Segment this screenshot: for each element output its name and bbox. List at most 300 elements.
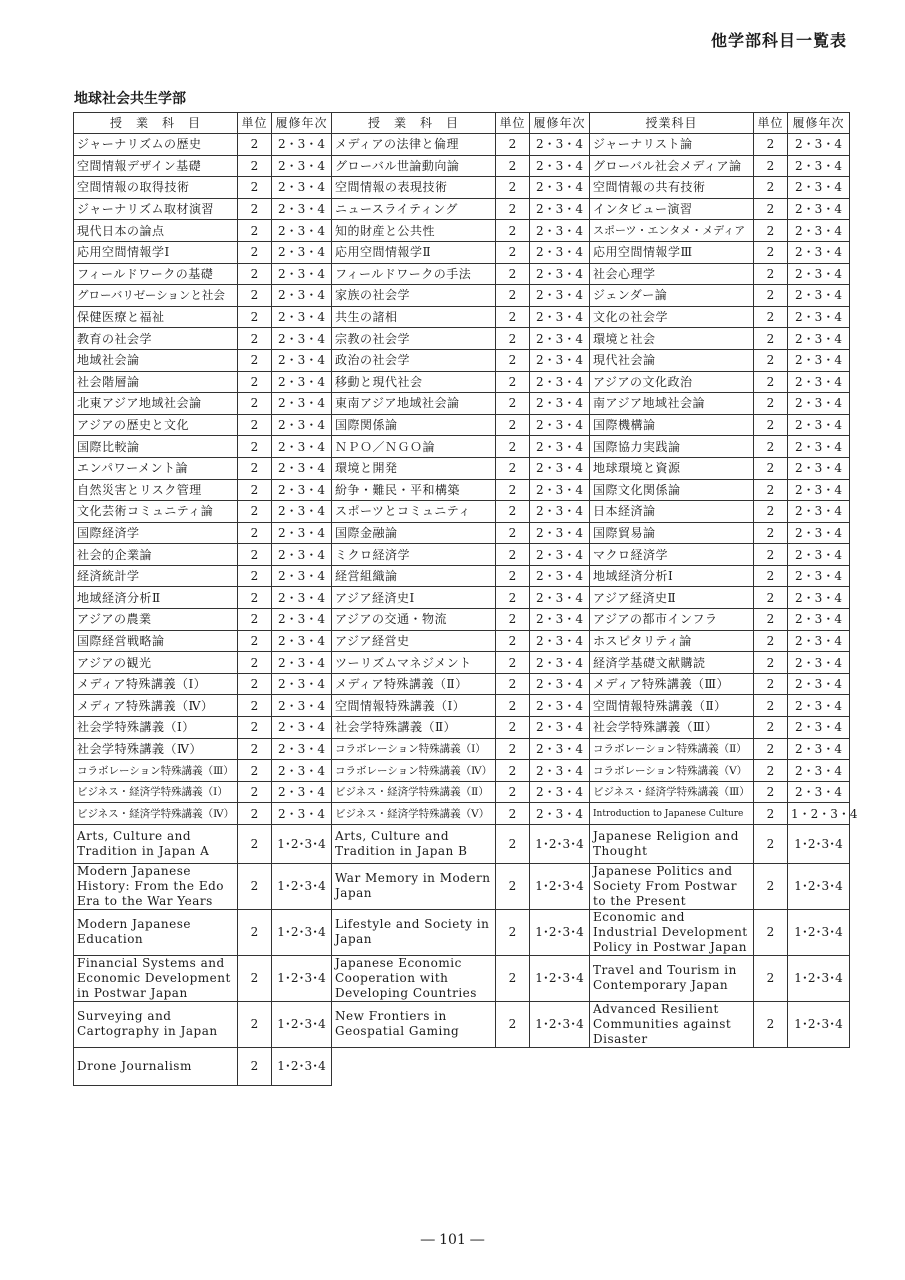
- credits-cell: 2: [238, 955, 272, 1001]
- course-name-cell: フィールドワークの基礎: [74, 263, 238, 285]
- course-name-cell: 現代日本の論点: [74, 220, 238, 242]
- year-cell: 2・3・4: [272, 501, 332, 523]
- course-name-cell: 国際比較論: [74, 436, 238, 458]
- credits-cell: 2: [754, 825, 788, 864]
- year-cell: 1・2・3・4: [788, 803, 850, 825]
- course-name-cell: 経済学基礎文献購読: [590, 652, 754, 674]
- year-cell: 2・3・4: [788, 349, 850, 371]
- table-row: [74, 349, 850, 371]
- column-header: 履修年次: [788, 113, 850, 134]
- year-cell: 2・3・4: [788, 479, 850, 501]
- year-cell: 1･2･3･4: [530, 955, 590, 1001]
- credits-cell: 2: [496, 501, 530, 523]
- course-name-cell: War Memory in Modern Japan: [332, 863, 496, 909]
- credits-cell: 2: [238, 285, 272, 307]
- credits-cell: 2: [238, 501, 272, 523]
- credits-cell: 2: [754, 695, 788, 717]
- credits-cell: 2: [238, 825, 272, 864]
- year-cell: 2・3・4: [530, 587, 590, 609]
- year-cell: 2・3・4: [788, 501, 850, 523]
- course-name-cell: 国際経済学: [74, 522, 238, 544]
- credits-cell: 2: [754, 393, 788, 415]
- year-cell: 2・3・4: [788, 134, 850, 156]
- column-header: 授 業 科 目: [74, 113, 238, 134]
- credits-cell: 2: [238, 909, 272, 955]
- credits-cell: 2: [238, 177, 272, 199]
- year-cell: 2・3・4: [272, 349, 332, 371]
- course-name-cell: 自然災害とリスク管理: [74, 479, 238, 501]
- year-cell: 2・3・4: [272, 436, 332, 458]
- credits-cell: 2: [238, 630, 272, 652]
- course-name-cell: 経営組織論: [332, 565, 496, 587]
- table-row: [74, 1001, 850, 1047]
- course-name-cell: 地球環境と資源: [590, 457, 754, 479]
- course-name-cell: Drone Journalism: [74, 1047, 238, 1086]
- credits-cell: 2: [496, 760, 530, 782]
- course-name-cell: 空間情報特殊講義（Ⅱ）: [590, 695, 754, 717]
- credits-cell: 2: [238, 673, 272, 695]
- year-cell: 2・3・4: [272, 220, 332, 242]
- credits-cell: 2: [496, 436, 530, 458]
- course-name-cell: ＮＰＯ／ＮＧＯ論: [332, 436, 496, 458]
- credits-cell: 2: [238, 263, 272, 285]
- course-name-cell: 地域経済分析Ⅱ: [74, 587, 238, 609]
- credits-cell: 2: [754, 803, 788, 825]
- course-name-cell: 国際貿易論: [590, 522, 754, 544]
- column-header: 履修年次: [272, 113, 332, 134]
- year-cell: 2・3・4: [788, 760, 850, 782]
- table-row: [74, 134, 850, 156]
- year-cell: 2・3・4: [530, 349, 590, 371]
- credits-cell: 2: [496, 134, 530, 156]
- year-cell: 2・3・4: [272, 522, 332, 544]
- year-cell: 2・3・4: [272, 544, 332, 566]
- credits-cell: 2: [238, 1001, 272, 1047]
- credits-cell: 2: [754, 479, 788, 501]
- credits-cell: 2: [754, 220, 788, 242]
- year-cell: 2・3・4: [530, 457, 590, 479]
- table-row: [74, 717, 850, 739]
- year-cell: 2・3・4: [788, 414, 850, 436]
- credits-cell: 2: [238, 436, 272, 458]
- year-cell: 2・3・4: [272, 177, 332, 199]
- course-name-cell: アジアの観光: [74, 652, 238, 674]
- credits-cell: 2: [496, 673, 530, 695]
- credits-cell: 2: [754, 781, 788, 803]
- credits-cell: 2: [238, 544, 272, 566]
- credits-cell: 2: [754, 436, 788, 458]
- course-name-cell: ビジネス・経済学特殊講義（Ⅴ）: [332, 803, 496, 825]
- year-cell: 2・3・4: [530, 177, 590, 199]
- table-row: [74, 177, 850, 199]
- credits-cell: 2: [238, 1047, 272, 1086]
- course-name-cell: Japanese Religion and Thought: [590, 825, 754, 864]
- year-cell: 2・3・4: [788, 565, 850, 587]
- year-cell: 2・3・4: [272, 306, 332, 328]
- credits-cell: 2: [496, 241, 530, 263]
- course-name-cell: 地域経済分析Ⅰ: [590, 565, 754, 587]
- credits-cell: 2: [238, 457, 272, 479]
- year-cell: 2・3・4: [788, 652, 850, 674]
- course-name-cell: 日本経済論: [590, 501, 754, 523]
- credits-cell: 2: [238, 371, 272, 393]
- column-header: 授業科目: [590, 113, 754, 134]
- credits-cell: 2: [754, 609, 788, 631]
- year-cell: 2・3・4: [272, 587, 332, 609]
- table-row: [74, 781, 850, 803]
- course-name-cell: 社会学特殊講義（Ⅱ）: [332, 717, 496, 739]
- course-name-cell: ビジネス・経済学特殊講義（Ⅱ）: [332, 781, 496, 803]
- year-cell: 1･2･3･4: [788, 1001, 850, 1047]
- year-cell: 2・3・4: [272, 609, 332, 631]
- table-row: [74, 479, 850, 501]
- credits-cell: 2: [496, 909, 530, 955]
- credits-cell: 2: [238, 220, 272, 242]
- year-cell: 2・3・4: [272, 198, 332, 220]
- credits-cell: 2: [238, 414, 272, 436]
- course-name-cell: 東南アジア地域社会論: [332, 393, 496, 415]
- course-name-cell: スポーツとコミュニティ: [332, 501, 496, 523]
- course-name-cell: 社会学特殊講義（Ⅲ）: [590, 717, 754, 739]
- year-cell: 2・3・4: [788, 522, 850, 544]
- course-name-cell: Financial Systems and Economic Development in Postwar Japan: [74, 955, 238, 1001]
- table-row: [74, 306, 850, 328]
- credits-cell: 2: [754, 241, 788, 263]
- year-cell: 2・3・4: [272, 263, 332, 285]
- year-cell: 2・3・4: [530, 220, 590, 242]
- year-cell: 2・3・4: [530, 565, 590, 587]
- course-name-cell: グローバリゼーションと社会: [74, 285, 238, 307]
- credits-cell: 2: [754, 717, 788, 739]
- course-name-cell: ミクロ経済学: [332, 544, 496, 566]
- credits-cell: 2: [754, 501, 788, 523]
- course-name-cell: 経済統計学: [74, 565, 238, 587]
- year-cell: 1･2･3･4: [788, 955, 850, 1001]
- year-cell: 2・3・4: [530, 414, 590, 436]
- credits-cell: 2: [754, 328, 788, 350]
- credits-cell: 2: [238, 306, 272, 328]
- credits-cell: 2: [238, 349, 272, 371]
- year-cell: 2・3・4: [788, 457, 850, 479]
- course-name-cell: コラボレーション特殊講義（Ⅰ）: [332, 738, 496, 760]
- credits-cell: 2: [238, 587, 272, 609]
- credits-cell: 2: [496, 349, 530, 371]
- credits-cell: 2: [238, 241, 272, 263]
- credits-cell: 2: [754, 349, 788, 371]
- course-name-cell: 空間情報デザイン基礎: [74, 155, 238, 177]
- course-name-cell: 国際協力実践論: [590, 436, 754, 458]
- year-cell: 2・3・4: [788, 371, 850, 393]
- course-name-cell: アジアの歴史と文化: [74, 414, 238, 436]
- course-name-cell: 家族の社会学: [332, 285, 496, 307]
- course-name-cell: 空間情報の取得技術: [74, 177, 238, 199]
- course-name-cell: メディアの法律と倫理: [332, 134, 496, 156]
- credits-cell: 2: [754, 673, 788, 695]
- year-cell: 2・3・4: [788, 328, 850, 350]
- year-cell: 1･2･3･4: [788, 909, 850, 955]
- course-name-cell: 宗教の社会学: [332, 328, 496, 350]
- credits-cell: 2: [754, 457, 788, 479]
- credits-cell: 2: [496, 825, 530, 864]
- table-row: [74, 863, 850, 909]
- credits-cell: 2: [496, 263, 530, 285]
- year-cell: 2・3・4: [788, 241, 850, 263]
- credits-cell: 2: [496, 863, 530, 909]
- credits-cell: 2: [496, 1001, 530, 1047]
- year-cell: 2・3・4: [272, 155, 332, 177]
- column-header: 単位: [238, 113, 272, 134]
- course-name-cell: 応用空間情報学Ⅲ: [590, 241, 754, 263]
- credits-cell: 2: [754, 155, 788, 177]
- course-name-cell: Introduction to Japanese Culture: [590, 803, 754, 825]
- table-row: [74, 673, 850, 695]
- credits-cell: 2: [754, 565, 788, 587]
- year-cell: 1･2･3･4: [788, 863, 850, 909]
- course-name-cell: エンパワーメント論: [74, 457, 238, 479]
- year-cell: 2・3・4: [530, 198, 590, 220]
- course-name-cell: ジャーナリスト論: [590, 134, 754, 156]
- credits-cell: 2: [496, 717, 530, 739]
- year-cell: 1･2･3･4: [272, 955, 332, 1001]
- course-name-cell: アジアの文化政治: [590, 371, 754, 393]
- year-cell: 2・3・4: [788, 155, 850, 177]
- year-cell: 2・3・4: [788, 263, 850, 285]
- year-cell: 2・3・4: [272, 630, 332, 652]
- page-number: ― 101 ―: [420, 1232, 485, 1248]
- course-name-cell: Lifestyle and Society in Japan: [332, 909, 496, 955]
- course-name-cell: New Frontiers in Geospatial Gaming: [332, 1001, 496, 1047]
- year-cell: 1･2･3･4: [788, 825, 850, 864]
- table-row: [74, 436, 850, 458]
- table-row: [74, 652, 850, 674]
- page-title: 他学部科目一覧表: [710, 31, 847, 50]
- empty-cell: [332, 1047, 850, 1086]
- credits-cell: 2: [496, 479, 530, 501]
- course-name-cell: アジア経済史Ⅰ: [332, 587, 496, 609]
- course-name-cell: 応用空間情報学Ⅱ: [332, 241, 496, 263]
- course-name-cell: メディア特殊講義（Ⅱ）: [332, 673, 496, 695]
- course-name-cell: 社会心理学: [590, 263, 754, 285]
- credits-cell: 2: [754, 955, 788, 1001]
- credits-cell: 2: [754, 544, 788, 566]
- course-name-cell: コラボレーション特殊講義（Ⅱ）: [590, 738, 754, 760]
- table-row: [74, 738, 850, 760]
- course-name-cell: ビジネス・経済学特殊講義（Ⅰ）: [74, 781, 238, 803]
- year-cell: 2・3・4: [272, 134, 332, 156]
- course-name-cell: Travel and Tourism in Contemporary Japan: [590, 955, 754, 1001]
- table-row: [74, 909, 850, 955]
- course-name-cell: アジアの都市インフラ: [590, 609, 754, 631]
- course-name-cell: 知的財産と公共性: [332, 220, 496, 242]
- table-row: [74, 630, 850, 652]
- course-name-cell: 社会学特殊講義（Ⅳ）: [74, 738, 238, 760]
- table-row: [74, 220, 850, 242]
- year-cell: 2・3・4: [530, 306, 590, 328]
- year-cell: 1･2･3･4: [530, 909, 590, 955]
- year-cell: 2・3・4: [788, 393, 850, 415]
- course-name-cell: Economic and Industrial Development Policy in Postwar Japan: [590, 909, 754, 955]
- credits-cell: 2: [496, 544, 530, 566]
- year-cell: 2・3・4: [530, 479, 590, 501]
- course-name-cell: Japanese Politics and Society From Postwar to the Present: [590, 863, 754, 909]
- year-cell: 1･2･3･4: [272, 863, 332, 909]
- year-cell: 2・3・4: [530, 544, 590, 566]
- credits-cell: 2: [238, 155, 272, 177]
- course-name-cell: 社会的企業論: [74, 544, 238, 566]
- course-name-cell: ジャーナリズムの歴史: [74, 134, 238, 156]
- credits-cell: 2: [754, 198, 788, 220]
- year-cell: 2・3・4: [788, 177, 850, 199]
- table-row: [74, 544, 850, 566]
- year-cell: 2・3・4: [530, 803, 590, 825]
- course-name-cell: メディア特殊講義（Ⅲ）: [590, 673, 754, 695]
- course-name-cell: 移動と現代社会: [332, 371, 496, 393]
- table-row: [74, 803, 850, 825]
- course-name-cell: 空間情報の共有技術: [590, 177, 754, 199]
- course-name-cell: インタビュー演習: [590, 198, 754, 220]
- year-cell: 2・3・4: [788, 285, 850, 307]
- credits-cell: 2: [496, 220, 530, 242]
- table-row: [74, 587, 850, 609]
- credits-cell: 2: [496, 803, 530, 825]
- table-row: [74, 522, 850, 544]
- credits-cell: 2: [496, 393, 530, 415]
- credits-cell: 2: [496, 587, 530, 609]
- course-name-cell: 国際関係論: [332, 414, 496, 436]
- credits-cell: 2: [754, 1001, 788, 1047]
- course-name-cell: 応用空間情報学Ⅰ: [74, 241, 238, 263]
- course-name-cell: 政治の社会学: [332, 349, 496, 371]
- credits-cell: 2: [496, 306, 530, 328]
- course-name-cell: 空間情報特殊講義（Ⅰ）: [332, 695, 496, 717]
- credits-cell: 2: [238, 328, 272, 350]
- year-cell: 2・3・4: [788, 781, 850, 803]
- year-cell: 2・3・4: [272, 393, 332, 415]
- table-row: [74, 328, 850, 350]
- credits-cell: 2: [238, 803, 272, 825]
- course-name-cell: 共生の諸相: [332, 306, 496, 328]
- course-name-cell: 社会階層論: [74, 371, 238, 393]
- year-cell: 2・3・4: [788, 220, 850, 242]
- table-row: [74, 371, 850, 393]
- table-row: [74, 955, 850, 1001]
- year-cell: 2・3・4: [272, 479, 332, 501]
- credits-cell: 2: [238, 565, 272, 587]
- course-name-cell: Surveying and Cartography in Japan: [74, 1001, 238, 1047]
- course-name-cell: 現代社会論: [590, 349, 754, 371]
- credits-cell: 2: [238, 522, 272, 544]
- table-row: [74, 501, 850, 523]
- year-cell: 2・3・4: [788, 630, 850, 652]
- credits-cell: 2: [496, 695, 530, 717]
- year-cell: 1･2･3･4: [530, 1001, 590, 1047]
- credits-cell: 2: [496, 155, 530, 177]
- year-cell: 2・3・4: [788, 436, 850, 458]
- credits-cell: 2: [496, 285, 530, 307]
- year-cell: 2・3・4: [272, 760, 332, 782]
- table-row: [74, 825, 850, 864]
- header-row: [74, 113, 850, 134]
- table-row: [74, 241, 850, 263]
- table-row: [74, 760, 850, 782]
- course-name-cell: スポーツ・エンタメ・メディア: [590, 220, 754, 242]
- course-table: [73, 112, 858, 1086]
- credits-cell: 2: [238, 863, 272, 909]
- course-name-cell: ホスピタリティ論: [590, 630, 754, 652]
- course-name-cell: 国際経営戦略論: [74, 630, 238, 652]
- year-cell: 2・3・4: [530, 371, 590, 393]
- year-cell: 1･2･3･4: [530, 825, 590, 864]
- year-cell: 2・3・4: [530, 738, 590, 760]
- year-cell: 2・3・4: [272, 371, 332, 393]
- year-cell: 2・3・4: [272, 285, 332, 307]
- column-header: 履修年次: [530, 113, 590, 134]
- year-cell: 2・3・4: [530, 673, 590, 695]
- credits-cell: 2: [496, 522, 530, 544]
- credits-cell: 2: [238, 717, 272, 739]
- credits-cell: 2: [496, 609, 530, 631]
- course-name-cell: 文化の社会学: [590, 306, 754, 328]
- table-row: [74, 198, 850, 220]
- credits-cell: 2: [496, 328, 530, 350]
- year-cell: 2・3・4: [530, 241, 590, 263]
- course-name-cell: 紛争・難民・平和構築: [332, 479, 496, 501]
- course-name-cell: アジアの農業: [74, 609, 238, 631]
- course-name-cell: グローバル社会メディア論: [590, 155, 754, 177]
- credits-cell: 2: [238, 198, 272, 220]
- year-cell: 2・3・4: [272, 695, 332, 717]
- credits-cell: 2: [496, 371, 530, 393]
- credits-cell: 2: [496, 565, 530, 587]
- year-cell: 2・3・4: [788, 198, 850, 220]
- credits-cell: 2: [496, 955, 530, 1001]
- credits-cell: 2: [238, 134, 272, 156]
- course-name-cell: グローバル世論動向論: [332, 155, 496, 177]
- year-cell: 2・3・4: [530, 522, 590, 544]
- year-cell: 1･2･3･4: [272, 1047, 332, 1086]
- course-name-cell: 文化芸術コミュニティ論: [74, 501, 238, 523]
- course-name-cell: 環境と開発: [332, 457, 496, 479]
- year-cell: 2・3・4: [788, 695, 850, 717]
- year-cell: 2・3・4: [530, 630, 590, 652]
- credits-cell: 2: [754, 285, 788, 307]
- credits-cell: 2: [238, 781, 272, 803]
- year-cell: 2・3・4: [530, 501, 590, 523]
- credits-cell: 2: [754, 522, 788, 544]
- course-name-cell: 国際機構論: [590, 414, 754, 436]
- course-name-cell: コラボレーション特殊講義（Ⅴ）: [590, 760, 754, 782]
- course-name-cell: 空間情報の表現技術: [332, 177, 496, 199]
- year-cell: 2・3・4: [788, 306, 850, 328]
- credits-cell: 2: [238, 738, 272, 760]
- year-cell: 2・3・4: [788, 673, 850, 695]
- table-row: [74, 285, 850, 307]
- course-name-cell: Advanced Resilient Communities against Disaster: [590, 1001, 754, 1047]
- year-cell: 2・3・4: [272, 652, 332, 674]
- table-row: [74, 457, 850, 479]
- credits-cell: 2: [238, 652, 272, 674]
- year-cell: 2・3・4: [272, 781, 332, 803]
- year-cell: 2・3・4: [530, 285, 590, 307]
- course-name-cell: 南アジア地域社会論: [590, 393, 754, 415]
- credits-cell: 2: [754, 760, 788, 782]
- credits-cell: 2: [496, 630, 530, 652]
- course-name-cell: 教育の社会学: [74, 328, 238, 350]
- course-name-cell: アジア経済史Ⅱ: [590, 587, 754, 609]
- table-row: [74, 565, 850, 587]
- course-name-cell: ツーリズムマネジメント: [332, 652, 496, 674]
- year-cell: 2・3・4: [788, 738, 850, 760]
